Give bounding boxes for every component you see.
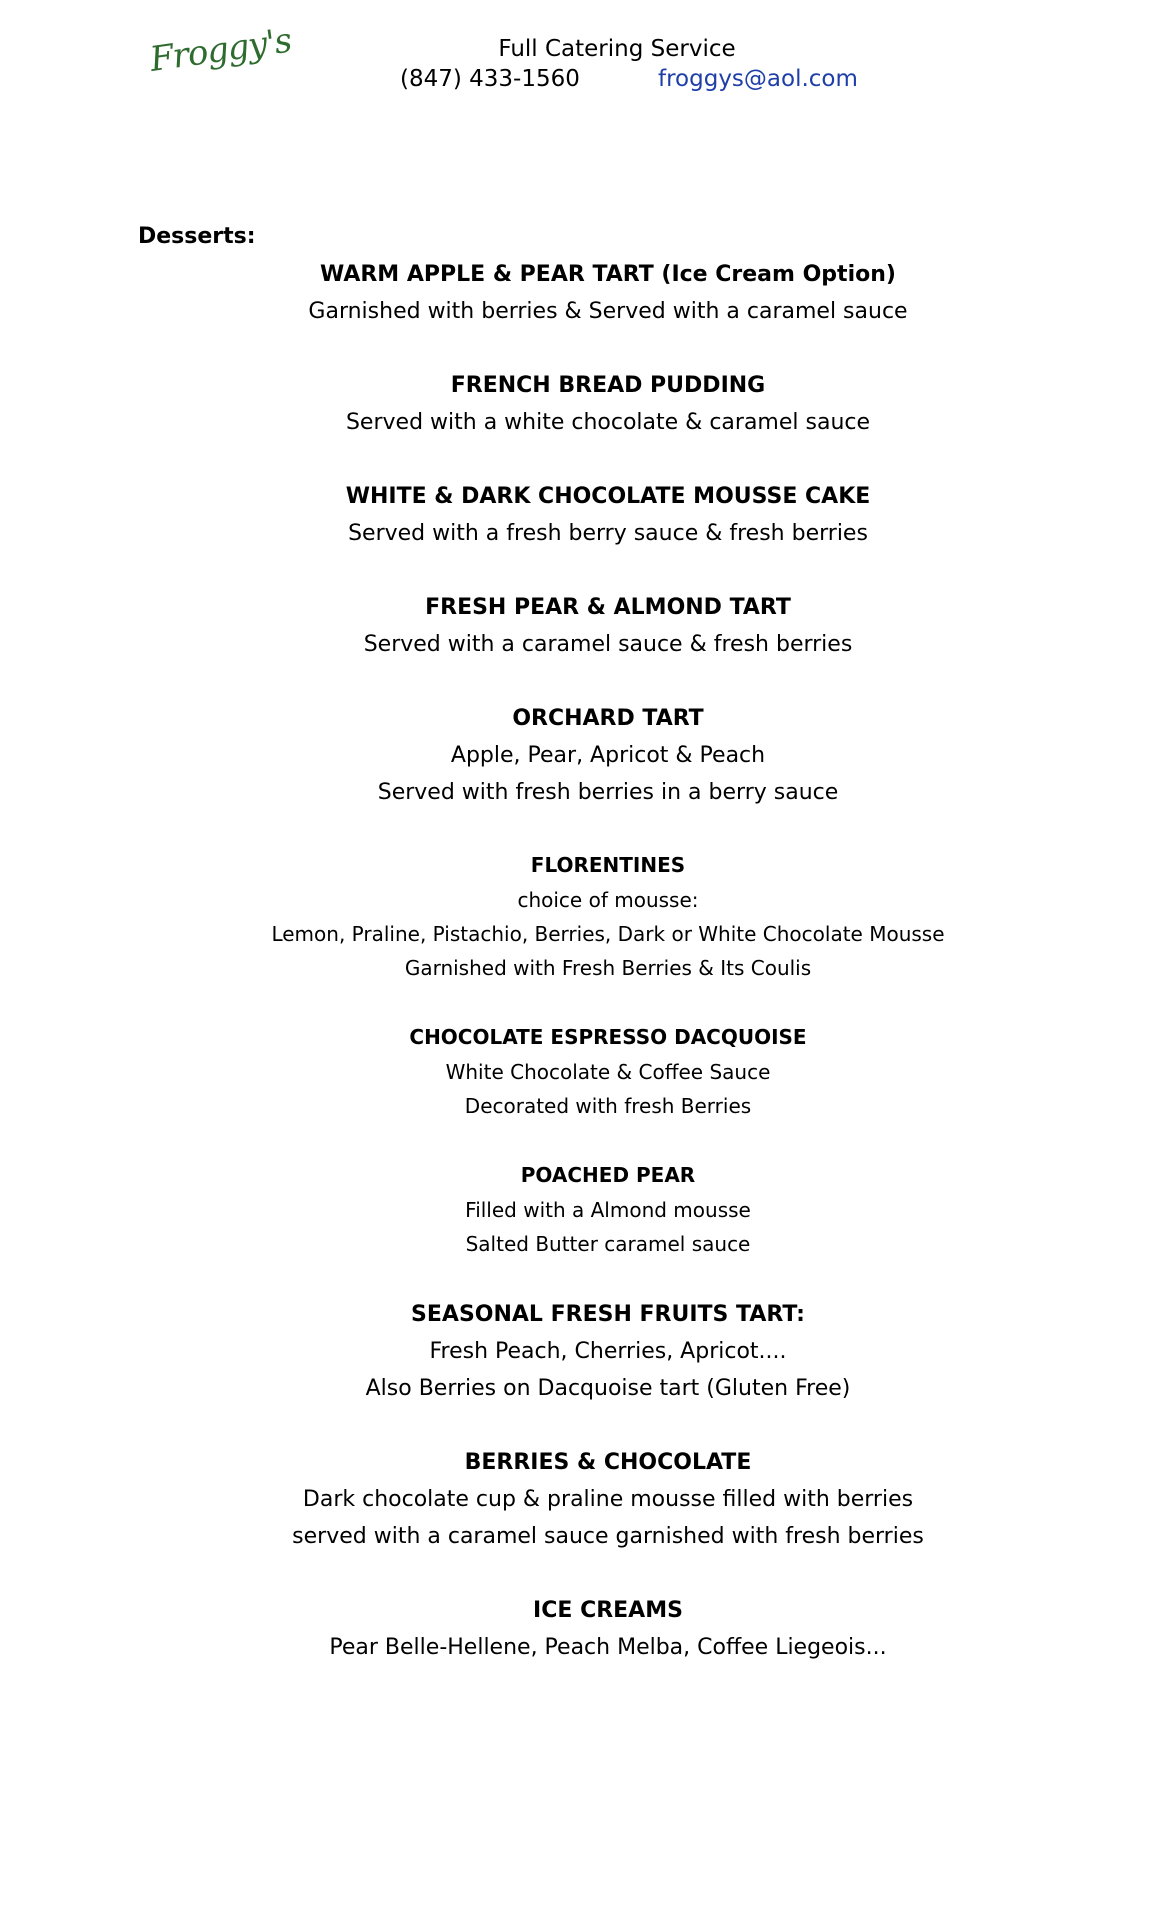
menu-item-description: Fresh Peach, Cherries, Apricot.... <box>429 1339 787 1364</box>
menu-item-description: Salted Butter caramel sauce <box>465 1232 751 1256</box>
menu-item <box>0 478 1166 552</box>
menu-item-description: Filled with a Almond mousse <box>465 1198 751 1222</box>
menu-item-name: WHITE & DARK CHOCOLATE MOUSSE CAKE <box>345 484 871 509</box>
menu-item-name: FLORENTINES <box>530 853 686 877</box>
menu-item-description: Garnished with berries & Served with a caramel sauce <box>308 299 908 324</box>
menu-item-name: WARM APPLE & PEAR TART (Ice Cream Option) <box>320 262 896 287</box>
menu-item-description: Decorated with fresh Berries <box>464 1094 752 1118</box>
dessert-menu <box>0 256 1166 1666</box>
menu-item-description: Apple, Pear, Apricot & Peach <box>450 743 766 768</box>
menu-item-description: Dark chocolate cup & praline mousse filled with berries <box>302 1487 914 1512</box>
menu-item-description: choice of mousse: <box>517 888 699 912</box>
froggys-logo: Froggy's <box>147 20 294 80</box>
menu-item <box>0 1020 1166 1123</box>
menu-item <box>0 1296 1166 1407</box>
menu-item-description: Garnished with Fresh Berries & Its Coulis <box>404 956 812 980</box>
menu-item-description: Lemon, Praline, Pistachio, Berries, Dark or White Chocolate Mousse <box>271 922 945 946</box>
menu-item-name: FRENCH BREAD PUDDING <box>450 373 766 398</box>
menu-item-name: SEASONAL FRESH FRUITS TART: <box>411 1302 805 1327</box>
menu-item <box>0 1158 1166 1261</box>
menu-item-name: BERRIES & CHOCOLATE <box>464 1450 752 1475</box>
menu-item <box>0 700 1166 811</box>
menu-item-description: Pear Belle-Hellene, Peach Melba, Coffee Liegeois... <box>329 1635 887 1660</box>
menu-item-name: CHOCOLATE ESPRESSO DACQUOISE <box>409 1025 807 1049</box>
menu-item-description: Also Berries on Dacquoise tart (Gluten Free) <box>365 1376 851 1401</box>
menu-item-description: served with a caramel sauce garnished with fresh berries <box>292 1524 924 1549</box>
menu-item <box>0 1444 1166 1555</box>
menu-item-description: Served with fresh berries in a berry sauce <box>377 780 839 805</box>
menu-item-name: ORCHARD TART <box>512 706 704 731</box>
menu-item <box>0 256 1166 330</box>
menu-item <box>0 367 1166 441</box>
menu-item-name: POACHED PEAR <box>520 1163 696 1187</box>
email-link[interactable]: froggys@aol.com <box>658 66 858 92</box>
section-heading-desserts: Desserts: <box>138 224 256 249</box>
menu-item <box>0 589 1166 663</box>
menu-item-name: ICE CREAMS <box>533 1598 683 1623</box>
phone-number: (847) 433-1560 <box>400 66 580 92</box>
menu-item-description: Served with a caramel sauce & fresh berries <box>363 632 853 657</box>
menu-item-name: FRESH PEAR & ALMOND TART <box>425 595 791 620</box>
service-title: Full Catering Service <box>498 36 736 62</box>
menu-item <box>0 1592 1166 1666</box>
menu-item <box>0 848 1166 985</box>
menu-item-description: Served with a white chocolate & caramel sauce <box>345 410 871 435</box>
menu-item-description: Served with a fresh berry sauce & fresh berries <box>348 521 868 546</box>
menu-item-description: White Chocolate & Coffee Sauce <box>445 1060 771 1084</box>
